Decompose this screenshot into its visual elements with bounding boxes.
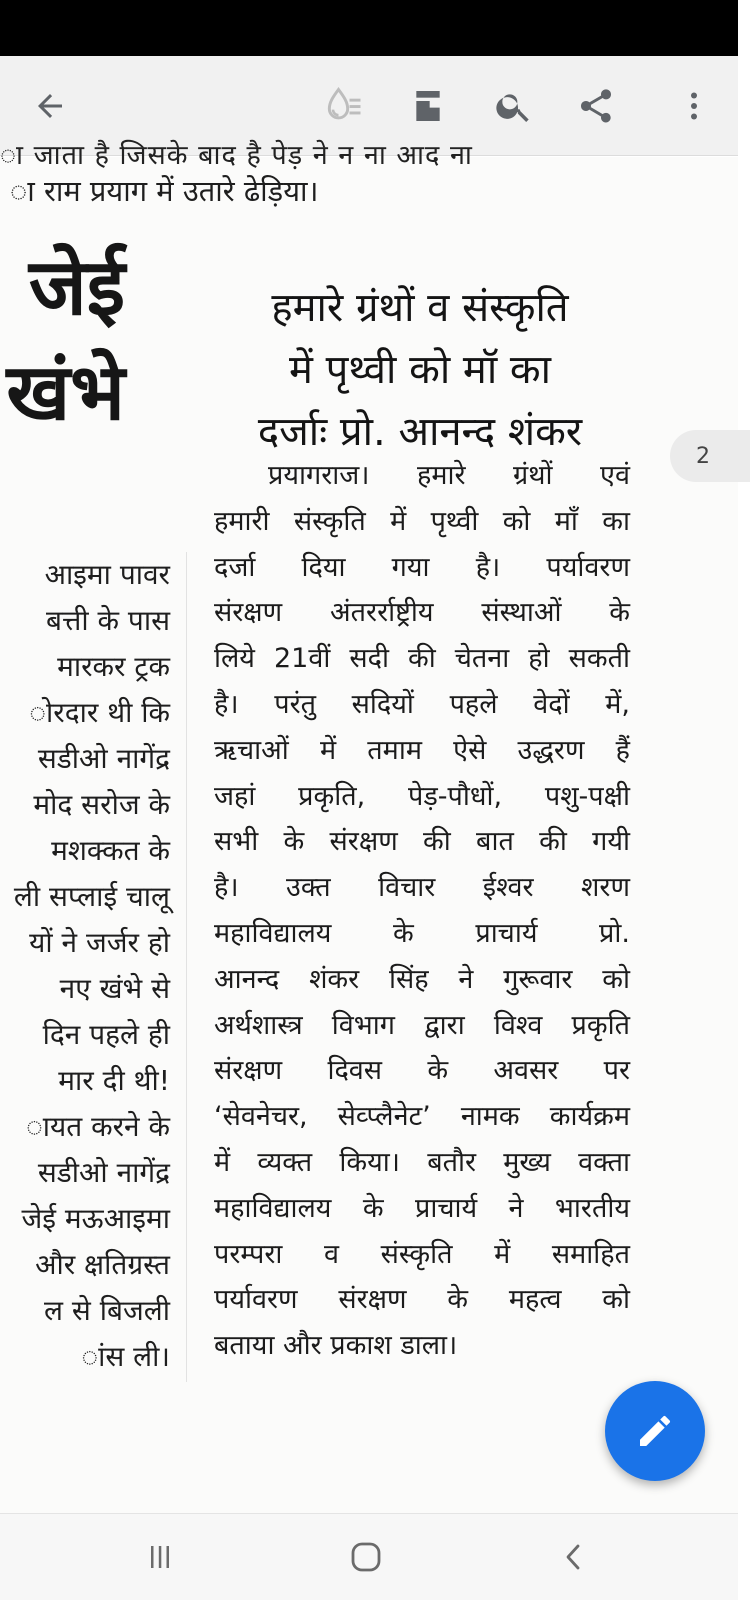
back-icon[interactable] <box>544 1532 604 1582</box>
left-column-line: नए खंभे से <box>59 972 170 1005</box>
cut-off-text-line: ा जाता है जिसके बाद है पेड़ ने न ना आद ना <box>0 140 473 171</box>
left-column-line: मारकर ट्रक <box>57 650 170 683</box>
headline-line: हमारे ग्रंथों व संस्कृति <box>271 285 569 331</box>
home-icon[interactable] <box>336 1532 396 1582</box>
left-column-line: दिन पहले ही <box>42 1018 170 1051</box>
left-column-line: ल से बिजली <box>44 1294 170 1327</box>
left-column-line: जेई मऊआइमा <box>21 1202 170 1235</box>
article-line: लिये 21वीं सदी की चेतना हो सकती <box>214 643 630 675</box>
left-column-line: ायत करने के <box>26 1110 170 1143</box>
page-number-indicator: 2 <box>670 430 750 482</box>
left-column-line: मार दी थी! <box>58 1064 170 1097</box>
left-column-line: यों ने जर्जर हो <box>29 926 170 959</box>
column-divider <box>186 552 187 1382</box>
share-icon[interactable] <box>568 78 624 134</box>
status-bar <box>0 0 738 56</box>
article-line: ऋचाओं में तमाम ऐसे उद्धरण हैं <box>214 734 630 766</box>
left-column-line: ोरदार थी कि <box>29 696 170 729</box>
headline-line: दर्जाः प्रो. आनन्द शंकर <box>257 409 583 455</box>
article-body <box>214 453 630 1369</box>
top-text-line: ा राम प्रयाग में उतारे ढेड़िया। <box>10 174 319 208</box>
article-line: बताया और प्रकाश डाला। <box>214 1330 458 1362</box>
recent-apps-icon[interactable] <box>130 1532 190 1582</box>
search-icon[interactable] <box>486 78 542 134</box>
article-line: है। परंतु सदियों पहले वेदों में, <box>214 688 630 720</box>
article-line: है। उक्त विचार ईश्वर शरण <box>214 872 630 904</box>
article-line: प्रयागराज। हमारे ग्रंथों एवं <box>268 460 630 491</box>
left-column-line: मोद सरोज के <box>33 788 170 821</box>
article-headline <box>205 277 635 463</box>
article-line: महाविद्यालय के प्राचार्य प्रो. <box>214 917 630 949</box>
article-line: संरक्षण दिवस के अवसर पर <box>214 1055 630 1087</box>
system-nav-bar <box>0 1513 738 1600</box>
article-line: में व्यक्त किया। बतौर मुख्य वक्ता <box>214 1146 630 1178</box>
article-line: पर्यावरण संरक्षण के महत्व को <box>214 1284 630 1316</box>
left-column-line: मशक्कत के <box>51 834 170 867</box>
left-column-line: बत्ती के पास <box>46 604 170 637</box>
newspaper-page-view[interactable] <box>0 140 738 1513</box>
edit-pencil-icon <box>635 1411 675 1451</box>
article-line: आनन्द शंकर सिंह ने गुरूवार को <box>214 963 630 995</box>
more-vert-icon[interactable] <box>666 78 722 134</box>
article-line: संरक्षण अंतरर्राष्ट्रीय संस्थाओं के <box>214 597 630 629</box>
left-column-line: सडीओ नागेंद्र <box>37 742 170 775</box>
article-line: ‘सेवनेचर, सेव्प्लैनेट’ नामक कार्यक्रम <box>214 1101 630 1133</box>
left-column-line: ली सप्लाई चालू <box>13 880 170 913</box>
left-headline-line: खंभे <box>6 348 125 438</box>
left-column-line: ांस ली। <box>81 1340 170 1373</box>
page-view-icon[interactable] <box>400 78 456 134</box>
article-line: जहां प्रकृति, पेड़-पौधों, पशु-पक्षी <box>214 780 630 812</box>
left-column-line: आइमा पावर <box>44 558 170 591</box>
left-column-line: और क्षतिग्रस्त <box>35 1248 170 1281</box>
headline-line: में पृथ्वी को मॉ का <box>289 347 551 393</box>
article-line: सभी के संरक्षण की बात की गयी <box>214 826 630 858</box>
article-line: हमारी संस्कृति में पृथ्वी को माँ का <box>214 505 630 537</box>
left-headline-line: जेई <box>28 243 125 333</box>
left-column-text <box>0 552 170 1408</box>
edit-fab-button[interactable] <box>605 1381 705 1481</box>
article-line: अर्थशास्त्र विभाग द्वारा विश्व प्रकृति <box>214 1009 630 1041</box>
reading-mode-icon[interactable] <box>316 78 372 134</box>
article-line: महाविद्यालय के प्राचार्य ने भारतीय <box>214 1192 630 1224</box>
article-line: दर्जा दिया गया है। पर्यावरण <box>214 551 630 583</box>
back-arrow-icon[interactable] <box>22 78 78 134</box>
article-line: परम्परा व संस्कृति में समाहित <box>214 1238 630 1270</box>
left-column-line: सडीओ नागेंद्र <box>37 1156 170 1189</box>
